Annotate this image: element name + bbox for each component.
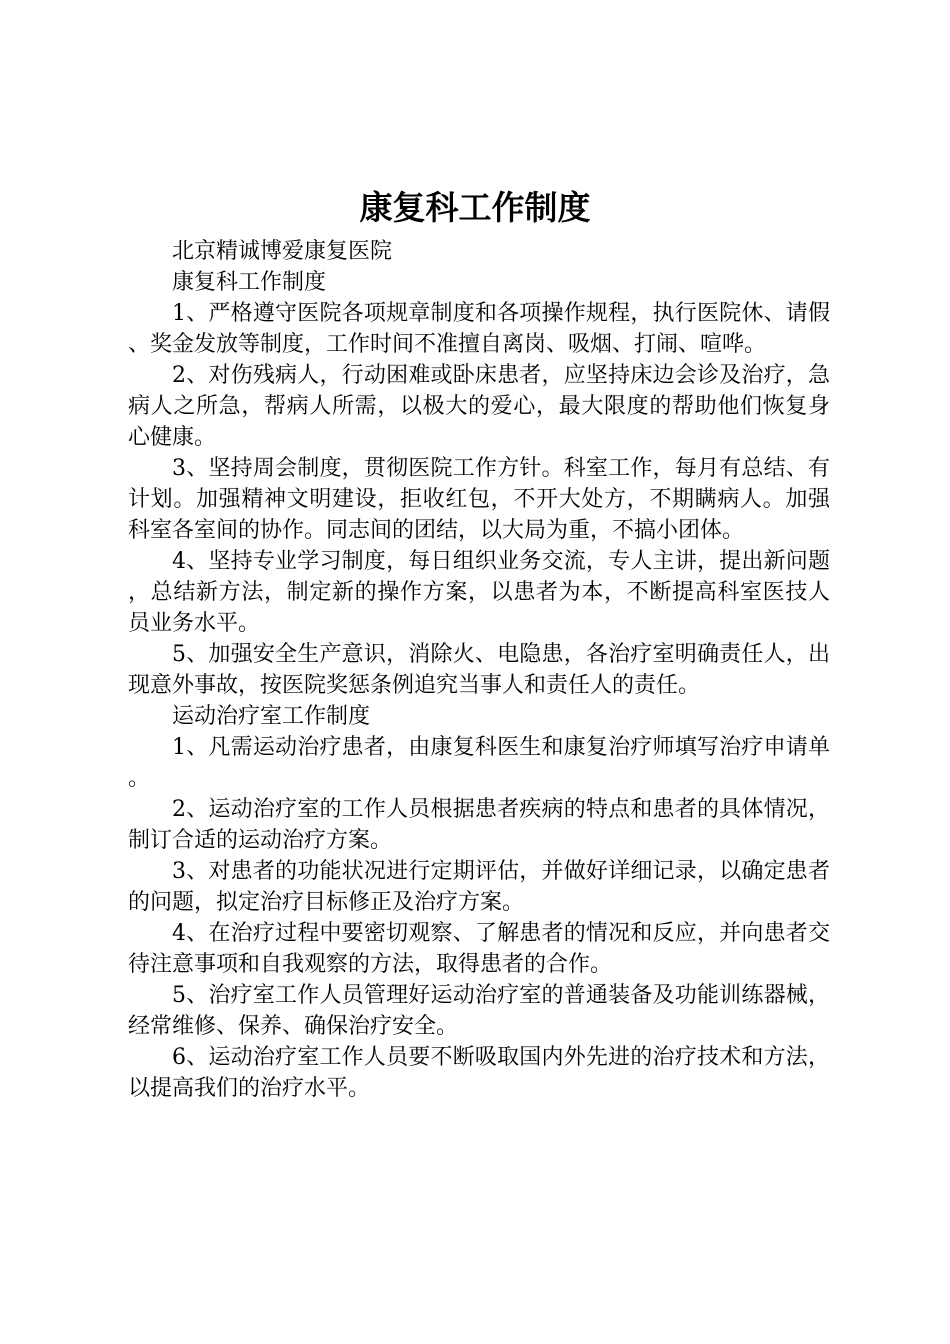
exercise-rule-6: 6、运动治疗室工作人员要不断吸取国内外先进的治疗技术和方法，以提高我们的治疗水平。 <box>128 1045 830 1101</box>
section-heading-exercise: 运动治疗室工作制度 <box>172 704 371 729</box>
rehab-rule-2: 2、对伤残病人，行动困难或卧床患者，应坚持床边会诊及治疗，急病人之所急，帮病人所需，以极大的爱心，最大限度的帮助他们恢复身心健康。 <box>128 363 830 450</box>
rehab-rule-1: 1、严格遵守医院各项规章制度和各项操作规程，执行医院休、请假、奖金发放等制度，工作时间不准擅自离岗、吸烟、打闹、喧哗。 <box>128 301 830 357</box>
exercise-rule-1: 1、凡需运动治疗患者，由康复科医生和康复治疗师填写治疗申请单。 <box>128 735 830 791</box>
rehab-rule-5: 5、加强安全生产意识，消除火、电隐患，各治疗室明确责任人，出现意外事故，按医院奖惩条例追究当事人和责任人的责任。 <box>128 642 830 698</box>
exercise-rule-3: 3、对患者的功能状况进行定期评估，并做好详细记录，以确定患者的问题，拟定治疗目标修正及治疗方案。 <box>128 859 830 915</box>
document-body <box>128 236 830 1104</box>
document-title: 康复科工作制度 <box>359 188 591 227</box>
hospital-name: 北京精诚博爱康复医院 <box>172 239 393 264</box>
rehab-rule-4: 4、坚持专业学习制度，每日组织业务交流，专人主讲，提出新问题，总结新方法，制定新的操作方案，以患者为本，不断提高科室医技人员业务水平。 <box>128 549 830 636</box>
exercise-rule-5: 5、治疗室工作人员管理好运动治疗室的普通装备及功能训练器械，经常维修、保养、确保治疗安全。 <box>128 983 830 1039</box>
section-heading-rehab: 康复科工作制度 <box>172 270 327 295</box>
exercise-rule-2: 2、运动治疗室的工作人员根据患者疾病的特点和患者的具体情况，制订合适的运动治疗方案。 <box>128 797 830 853</box>
rehab-rule-3: 3、坚持周会制度，贯彻医院工作方针。科室工作，每月有总结、有计划。加强精神文明建设，拒收红包，不开大处方，不期瞒病人。加强科室各室间的协作。同志间的团结，以大局为重，不搞小团体。 <box>128 456 830 543</box>
exercise-rule-4: 4、在治疗过程中要密切观察、了解患者的情况和反应，并向患者交待注意事项和自我观察的方法，取得患者的合作。 <box>128 921 830 977</box>
